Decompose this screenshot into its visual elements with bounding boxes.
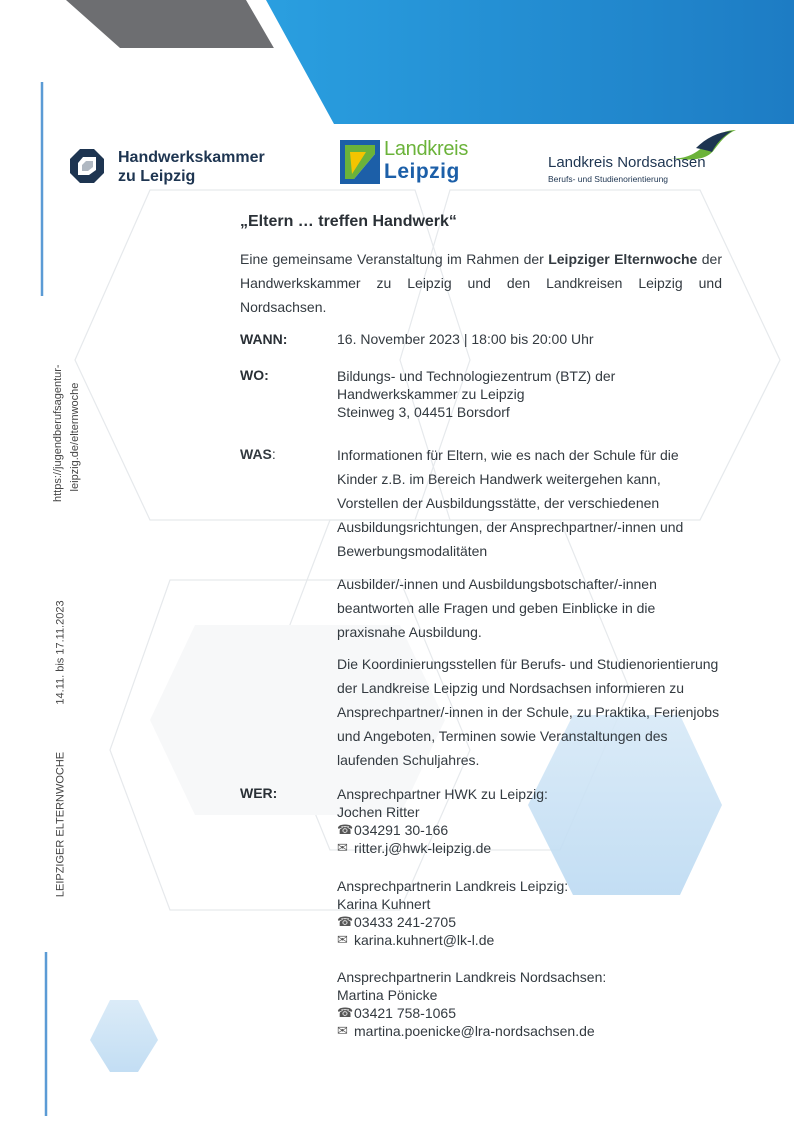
side-url-line1: https://jugendberufsagentur- <box>52 364 64 502</box>
hwk-logo-icon <box>70 149 104 183</box>
was-paragraph-1: Informationen für Eltern, wie es nach der Schule für die Kinder z.B. im Bereich Handwerk weitergehen kann, Vorstellen der Ausbildungsstätte, der verschiedenen Ausbildungsrichtungen, der Ansprechpartner/-innen und Bewerbungsmodalitäten <box>337 447 684 559</box>
header-blue-band <box>262 0 794 124</box>
lk-leipzig-top-text: Landkreis <box>384 138 469 160</box>
contact-email[interactable] <box>337 931 568 949</box>
wo-line-1: Bildungs- und Technologiezentrum (BTZ) der <box>337 368 616 384</box>
wo-value <box>337 367 615 421</box>
contact-email-address: ritter.j@hwk-leipzig.de <box>354 840 492 856</box>
nordsachsen-title: Landkreis Nordsachsen <box>548 154 706 171</box>
wann-value: 16. November 2023 | 18:00 bis 20:00 Uhr <box>337 331 594 347</box>
email-icon: ✉ <box>337 840 348 855</box>
wo-line-2: Handwerkskammer zu Leipzig <box>337 386 525 402</box>
hwk-name-line2: zu Leipzig <box>118 168 196 185</box>
contact-phone-number: 03433 241-2705 <box>354 914 456 930</box>
contact-phone[interactable] <box>337 913 568 931</box>
phone-icon: ☎ <box>337 822 354 837</box>
lk-leipzig-bottom-text: Leipzig <box>384 160 460 183</box>
side-url-text[interactable] <box>50 364 84 502</box>
contact-email[interactable] <box>337 839 548 857</box>
intro-text-bold: Leipziger Elternwoche <box>548 251 698 267</box>
contact-lk-leipzig <box>337 877 568 949</box>
contact-email[interactable] <box>337 1022 606 1040</box>
contact-name: Karina Kuhnert <box>337 896 431 912</box>
was-paragraph-3: Die Koordinierungsstellen für Berufs- und Studienorientierung der Landkreise Leipzig und Nordsachsen informieren zu Ansprechpartner/-innen in der Schule, zu Praktika, Ferienjobs und Angeboten, Terminen sowie Veranstaltungen des laufenden Schuljahres. <box>337 656 720 768</box>
contact-email-address: karina.kuhnert@lk-l.de <box>354 932 495 948</box>
contact-phone-number: 03421 758-1065 <box>354 1005 456 1021</box>
wer-label: WER: <box>240 785 278 801</box>
nordsachsen-subtitle: Berufs- und Studienorientierung <box>548 174 669 184</box>
logo-landkreis-nordsachsen <box>548 128 738 186</box>
hwk-name-line1: Handwerkskammer <box>118 149 265 166</box>
intro-paragraph <box>240 247 722 319</box>
contact-role: Ansprechpartnerin Landkreis Nordsachsen: <box>337 969 607 985</box>
contact-email-address: martina.poenicke@lra-nordsachsen.de <box>354 1023 595 1039</box>
contact-hwk <box>337 785 548 857</box>
intro-text-post: der Handwerkskammer zu Leipzig und den Landkreisen Leipzig und Nordsachsen. <box>240 251 722 315</box>
contact-name: Jochen Ritter <box>337 804 420 820</box>
was-label-bold: WAS <box>240 446 272 462</box>
contact-phone[interactable] <box>337 821 548 839</box>
contact-phone-number: 034291 30-166 <box>354 822 449 838</box>
was-label <box>240 446 276 462</box>
document-title: „Eltern … treffen Handwerk“ <box>240 213 457 230</box>
contact-lk-nordsachsen <box>337 968 606 1040</box>
phone-icon: ☎ <box>337 1005 354 1020</box>
wo-label: WO: <box>240 367 269 383</box>
email-icon: ✉ <box>337 932 348 947</box>
was-paragraph-2: Ausbilder/-innen und Ausbildungsbotschafter/-innen beantworten alle Fragen und geben Einblicke in die praxisnahe Ausbildung. <box>337 576 657 640</box>
contact-role: Ansprechpartner HWK zu Leipzig: <box>337 786 548 802</box>
wo-line-3: Steinweg 3, 04451 Borsdorf <box>337 404 510 420</box>
landkreis-leipzig-logo-icon <box>340 140 380 184</box>
wann-label: WANN: <box>240 331 288 347</box>
was-label-colon: : <box>271 446 276 462</box>
blue-hexagon-small <box>90 1000 158 1072</box>
contact-phone[interactable] <box>337 1004 606 1022</box>
contact-role: Ansprechpartnerin Landkreis Leipzig: <box>337 878 569 894</box>
side-url-line2: leipzig.de/elternwoche <box>69 382 81 492</box>
intro-text-pre: Eine gemeinsame Veranstaltung im Rahmen der <box>240 251 549 267</box>
contact-name: Martina Pönicke <box>337 987 438 1003</box>
phone-icon: ☎ <box>337 914 354 929</box>
email-icon: ✉ <box>337 1023 348 1038</box>
side-dates-text: 14.11. bis 17.11.2023 <box>54 600 67 705</box>
side-event-name: LEIPZIGER ELTERNWOCHE <box>54 751 67 898</box>
